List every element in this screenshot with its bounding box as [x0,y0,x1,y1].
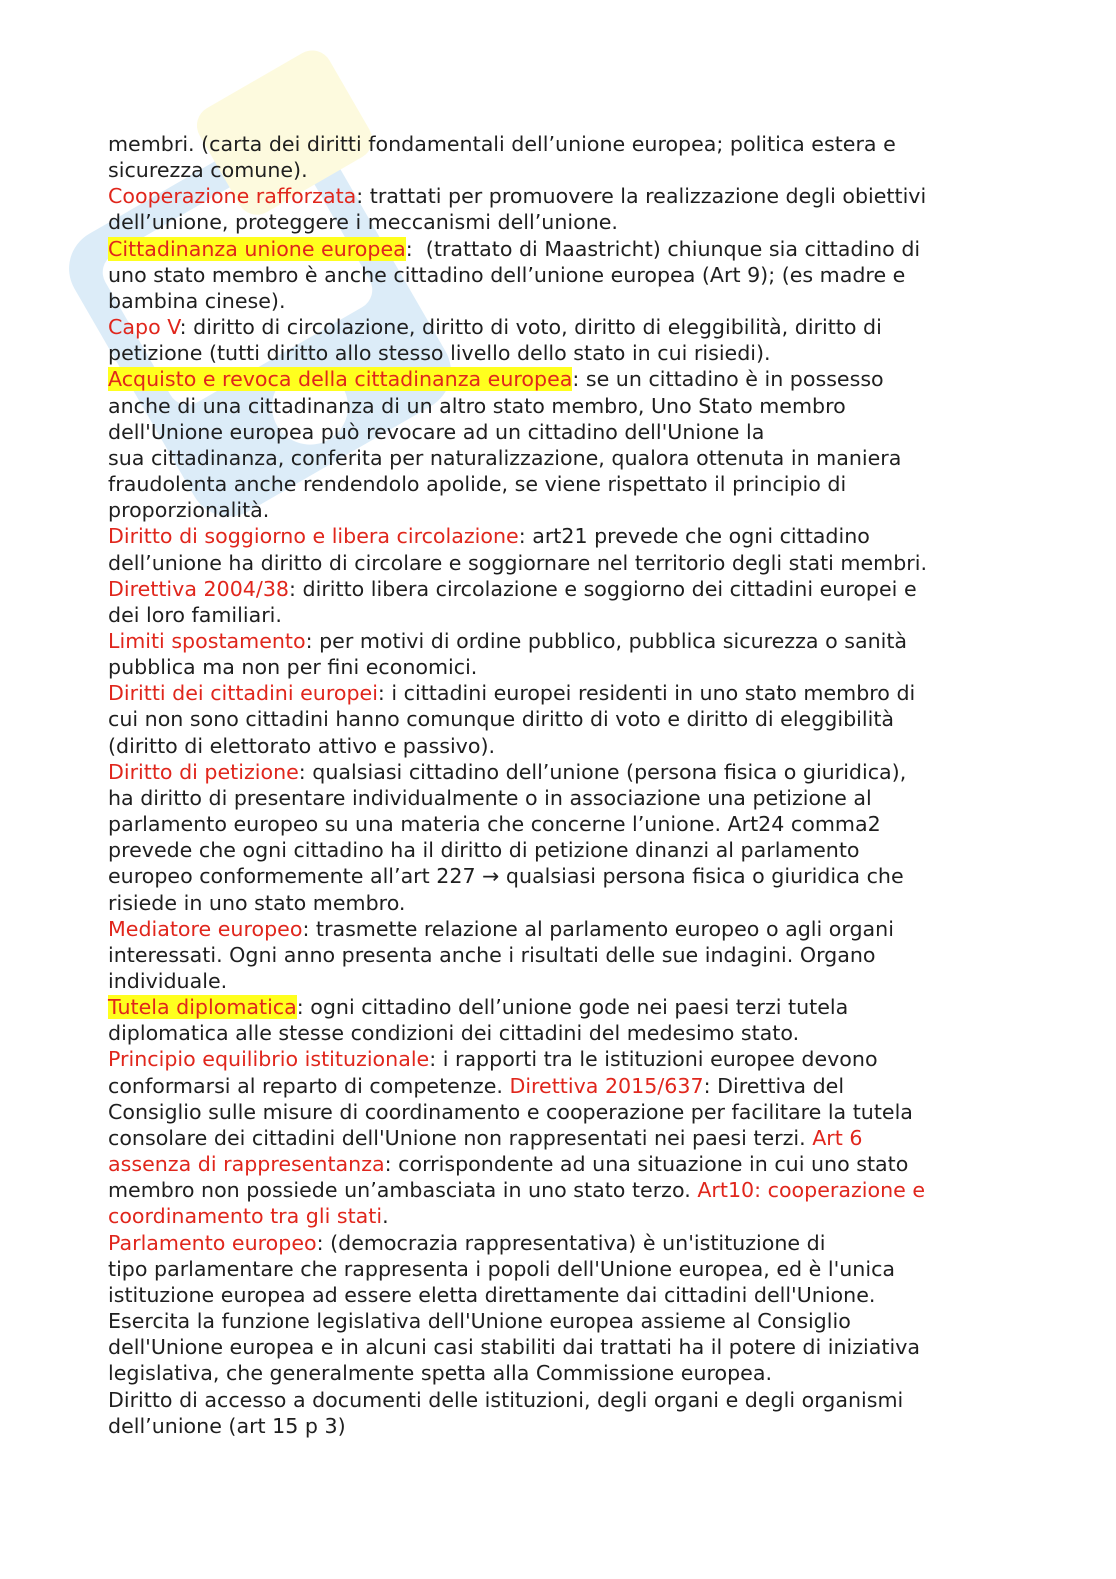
term-label: Capo V [108,315,180,340]
paragraph [108,366,1008,523]
term-label: Principio equilibrio istituzionale [108,1047,430,1072]
body-text: : per motivi di ordine pubblico, pubblica sicurezza o sanità pubblica ma non per fini economici. [108,628,908,680]
term-label: Direttiva 2004/38 [108,576,290,601]
paragraph [108,1230,1008,1387]
term-label: Mediatore europeo [108,916,303,941]
paragraph [108,576,1008,628]
paragraph [108,314,1008,366]
highlighted-term: Tutela diplomatica [108,995,297,1020]
highlighted-term: Cittadinanza unione europea [108,236,406,261]
term-label: Diritto di soggiorno e libera circolazione [108,524,519,549]
term-label: Art 6 assenza di rappresentanza [108,1125,863,1177]
paragraph [108,236,1008,314]
paragraph [108,994,1008,1046]
paragraph [108,916,1008,994]
paragraph [108,1046,1008,1229]
body-text: Diritto di accesso a documenti delle istituzioni, degli organi e degli organismi dell’unione (art 15 p 3) [108,1387,904,1438]
paragraph [108,680,1008,758]
paragraph [108,1387,1008,1439]
body-text: . [382,1204,389,1229]
body-text: : trattati per promuovere la realizzazione degli obiettivi dell’unione, proteggere i meccanismi dell’unione. [108,184,927,235]
term-label: Parlamento europeo [108,1230,317,1255]
term-label: Diritto di petizione [108,759,299,784]
body-text: : ogni cittadino dell’unione gode nei paesi terzi tutela diplomatica alle stesse condizioni dei cittadini del medesimo stato. [108,995,849,1046]
body-text: : se un cittadino è in possesso anche di una cittadinanza di un altro stato membro, Uno Stato membro dell'Unione europea può revocare ad un cittadino dell'Unione la sua cittadinanza, conferita per naturalizzazione, qualora ottenuta in maniera fraudolenta anche rendendolo apolide, se viene rispettato il principio di proporzionalità. [108,367,902,523]
body-text: : Direttiva del Consiglio sulle misure di coordinamento e cooperazione per facilitare la tutela consolare dei cittadini dell'Unione non rappresentati nei paesi terzi. [108,1073,913,1150]
term-label: Direttiva 2015/637 [509,1073,704,1098]
term-label: Diritti dei cittadini europei [108,681,378,706]
body-text: : (democrazia rappresentativa) è un'istituzione di tipo parlamentare che rappresenta i popoli dell'Unione europea, ed è l'unica istituzione europea ad essere eletta direttamente dai cittadini dell'Unione. Esercita la funzione legislativa dell'Unione europea assieme al Consiglio dell'Unione europea e in alcuni casi stabiliti dai trattati ha il potere di iniziativa legislativa, che generalmente spetta alla Commissione europea. [108,1230,920,1386]
body-text: : trasmette relazione al parlamento europeo o agli organi interessati. Ogni anno presenta anche i risultati delle sue indagini. Organo individuale. [108,916,894,993]
body-text: : qualsiasi cittadino dell’unione (persona fisica o giuridica), ha diritto di presentare individualmente o in associazione una petizione al parlamento europeo su una materia che concerne l’unione. Art24 comma2 prevede che ogni cittadino ha il diritto di petizione dinanzi al parlamento europeo conformemente all’art 227 → qualsiasi persona fisica o giuridica che risiede in uno stato membro. [108,759,907,915]
body-text: : corrispondente ad una situazione in cui uno stato membro non possiede un’ambasciata in uno stato terzo. [108,1152,909,1203]
paragraph [108,523,1008,575]
body-text: membri. (carta dei diritti fondamentali dell’unione europea; politica estera e sicurezza comune). [108,132,896,183]
paragraph [108,628,1008,680]
body-text: : art21 prevede che ogni cittadino dell’unione ha diritto di circolare e soggiornare nel territorio degli stati membri. [108,524,928,575]
document-body [108,131,1008,1439]
term-label: Cooperazione rafforzata [108,184,357,209]
term-label: Art10: cooperazione e coordinamento tra gli stati [108,1178,926,1229]
paragraph [108,131,1008,183]
body-text: : diritto di circolazione, diritto di voto, diritto di eleggibilità, diritto di petizione (tutti diritto allo stesso livello dello stato in cui risiedi). [108,315,882,366]
body-text: : i cittadini europei residenti in uno stato membro di cui non sono cittadini hanno comunque diritto di voto e diritto di eleggibilità (diritto di elettorato attivo e passivo). [108,681,916,758]
paragraph [108,759,1008,916]
highlighted-term: Acquisto e revoca della cittadinanza europea [108,367,573,392]
body-text: : diritto libera circolazione e soggiorno dei cittadini europei e dei loro familiari. [108,576,917,627]
term-label: Limiti spostamento [108,628,306,653]
body-text: : (trattato di Maastricht) chiunque sia cittadino di uno stato membro è anche cittadino dell’unione europea (Art 9); (es madre e bambina cinese). [108,236,921,313]
paragraph [108,183,1008,235]
body-text: : i rapporti tra le istituzioni europee devono conformarsi al reparto di competenze. [108,1047,878,1098]
